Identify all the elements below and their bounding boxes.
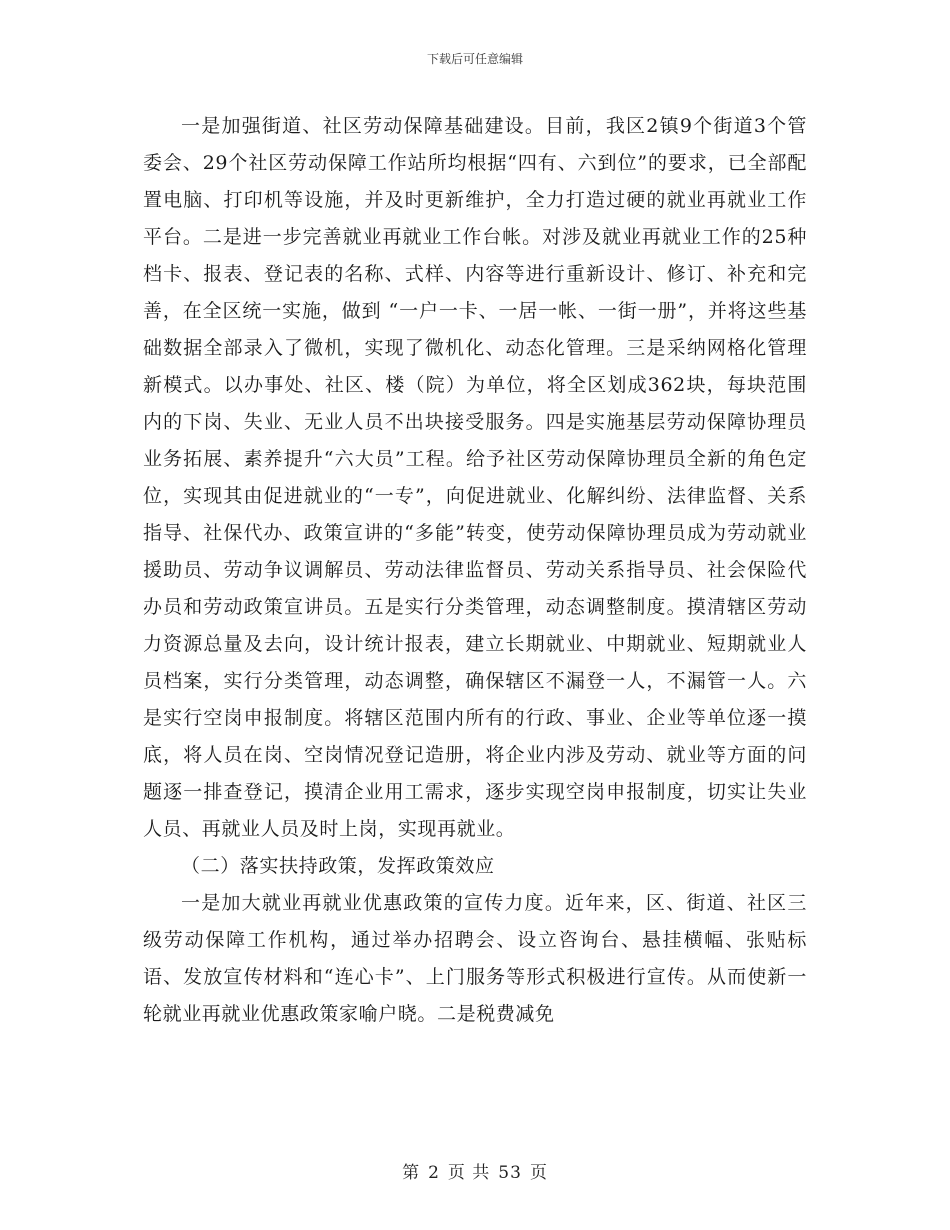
footer-page-number: 2 — [428, 1163, 440, 1183]
section-heading: （二）落实扶持政策，发挥政策效应 — [181, 855, 495, 877]
page-header: 下载后可任意编辑 — [426, 52, 523, 66]
page-footer — [0, 1158, 950, 1183]
footer-middle: 页 共 — [447, 1163, 491, 1183]
body-paragraph-continued: 一是加大就业再就业优惠政策的宣传力度。近年来，区、街道、社区三级劳动保障工作机构，通过举办招聘会、设立咨询台、悬挂横幅、张贴标语、发放宣传材料和“连心卡”、上门服务等形式积极进行宣传。从而使新一轮就业再就业优惠政策家喻户晓。二是税费减免 — [143, 892, 807, 1025]
body-paragraph: 一是加强街道、社区劳动保障基础建设。目前，我区2镇9个街道3个管委会、29个社区劳动保障工作站所均根据“四有、六到位”的要求，已全部配置电脑、打印机等设施，并及时更新维护，全力打造过硬的就业再就业工作平台。二是进一步完善就业再就业工作台帐。对涉及就业再就业工作的25种档卡、报表、登记表的名称、式样、内容等进行重新设计、修订、补充和完善，在全区统一实施，做到 “一户一卡、一居一帐、一街一册”，并将这些基础数据全部录入了微机，实现了微机化、动态化管理。三是采纳网格化管理新模式。以办事处、社区、楼（院）为单位，将全区划成362块，每块范围内的下岗、失业、无业人员不出块接受服务。四是实施基层劳动保障协理员业务拓展、素养提升“六大员”工程。给予社区劳动保障协理员全新的角色定位，实现其由促进就业的“一专”，向促进就业、化解纠纷、法律监督、关系指导、社保代办、政策宣讲的“多能”转变，使劳动保障协理员成为劳动就业援助员、劳动争议调解员、劳动法律监督员、劳动关系指导员、社会保险代办员和劳动政策宣讲员。五是实行分类管理，动态调整制度。摸清辖区劳动力资源总量及去向，设计统计报表，建立长期就业、中期就业、短期就业人员档案，实行分类管理，动态调整，确保辖区不漏登一人，不漏管一人。六是实行空岗申报制度。将辖区范围内所有的行政、事业、企业等单位逐一摸底，将人员在岗、空岗情况登记造册，将企业内涉及劳动、就业等方面的问题逐一排查登记，摸清企业用工需求，逐步实现空岗申报制度，切实让失业人员、再就业人员及时上岗，实现再就业。 — [143, 115, 807, 840]
document-body — [143, 108, 807, 1033]
footer-total-pages: 53 — [498, 1163, 522, 1183]
footer-suffix: 页 — [529, 1163, 548, 1183]
footer-prefix: 第 — [402, 1163, 421, 1183]
